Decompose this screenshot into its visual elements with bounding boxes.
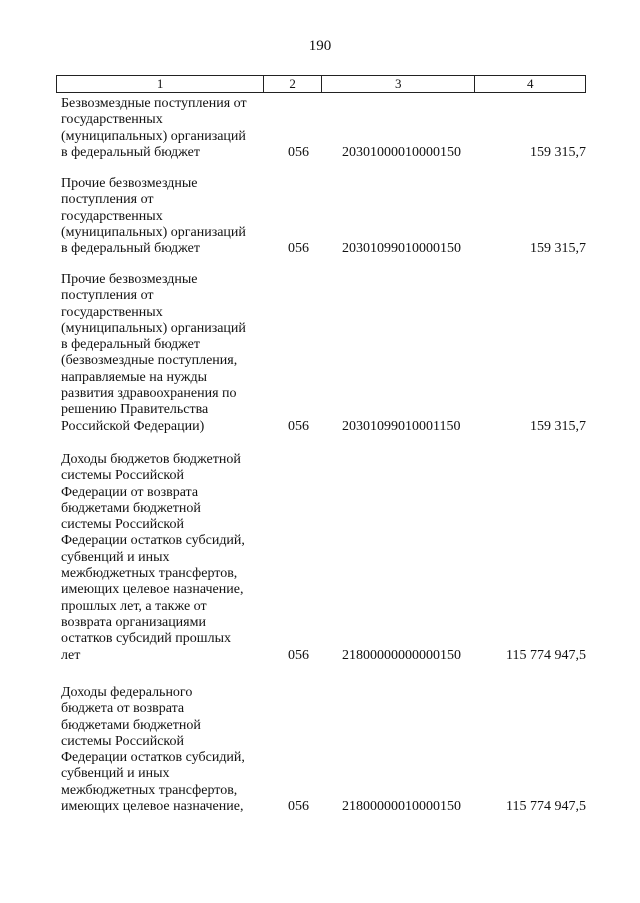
row-code: 056	[288, 799, 309, 815]
table-header	[56, 75, 586, 93]
row-amount: 159 315,7	[530, 144, 586, 160]
row-description: Доходы бюджетов бюджетной системы Российской Федерации от возврата бюджетами бюджетной системы Российской Федерации остатков субсидий, субвенций и иных межбюджетных трансфертов, имеющих целевое назначение, прошлых лет, а также от возврата организациями остатков субсидий прошлых лет	[61, 452, 245, 663]
table-row	[61, 96, 586, 161]
table-row	[61, 452, 586, 664]
row-kbk: 20301099010000150	[342, 241, 461, 257]
row-kbk: 20301000010000150	[342, 144, 461, 160]
header-col-4: 4	[526, 76, 534, 91]
row-code: 056	[288, 418, 309, 434]
row-code: 056	[288, 241, 309, 257]
table-row	[61, 685, 586, 815]
page-number: 190	[308, 38, 332, 54]
header-col-1: 1	[57, 76, 264, 92]
header-col-3: 3	[322, 76, 475, 92]
row-kbk: 21800000010000150	[342, 799, 461, 815]
row-amount: 159 315,7	[530, 418, 586, 434]
row-description: Прочие безвозмездные поступления от государственных (муниципальных) организаций в федеральный бюджет	[61, 176, 246, 257]
row-kbk: 21800000000000150	[342, 647, 461, 663]
row-code: 056	[288, 144, 309, 160]
row-description: Безвозмездные поступления от государственных (муниципальных) организаций в федеральный бюджет	[61, 96, 247, 160]
row-description: Прочие безвозмездные поступления от государственных (муниципальных) организаций в федеральный бюджет (безвозмездные поступления, направляемые на нужды развития здравоохранения по решению Правительства Российской Федерации)	[61, 272, 246, 434]
row-kbk: 20301099010001150	[342, 418, 461, 434]
header-col-2: 2	[264, 76, 322, 92]
row-amount: 115 774 947,5	[506, 799, 586, 815]
row-description: Доходы федерального бюджета от возврата бюджетами бюджетной системы Российской Федерации остатков субсидий, субвенций и иных межбюджетных трансфертов, имеющих целевое назначение,	[61, 685, 245, 815]
row-code: 056	[288, 647, 309, 663]
table-row	[61, 176, 586, 257]
row-amount: 159 315,7	[530, 241, 586, 257]
row-amount: 115 774 947,5	[506, 647, 586, 663]
table-row	[61, 272, 586, 435]
